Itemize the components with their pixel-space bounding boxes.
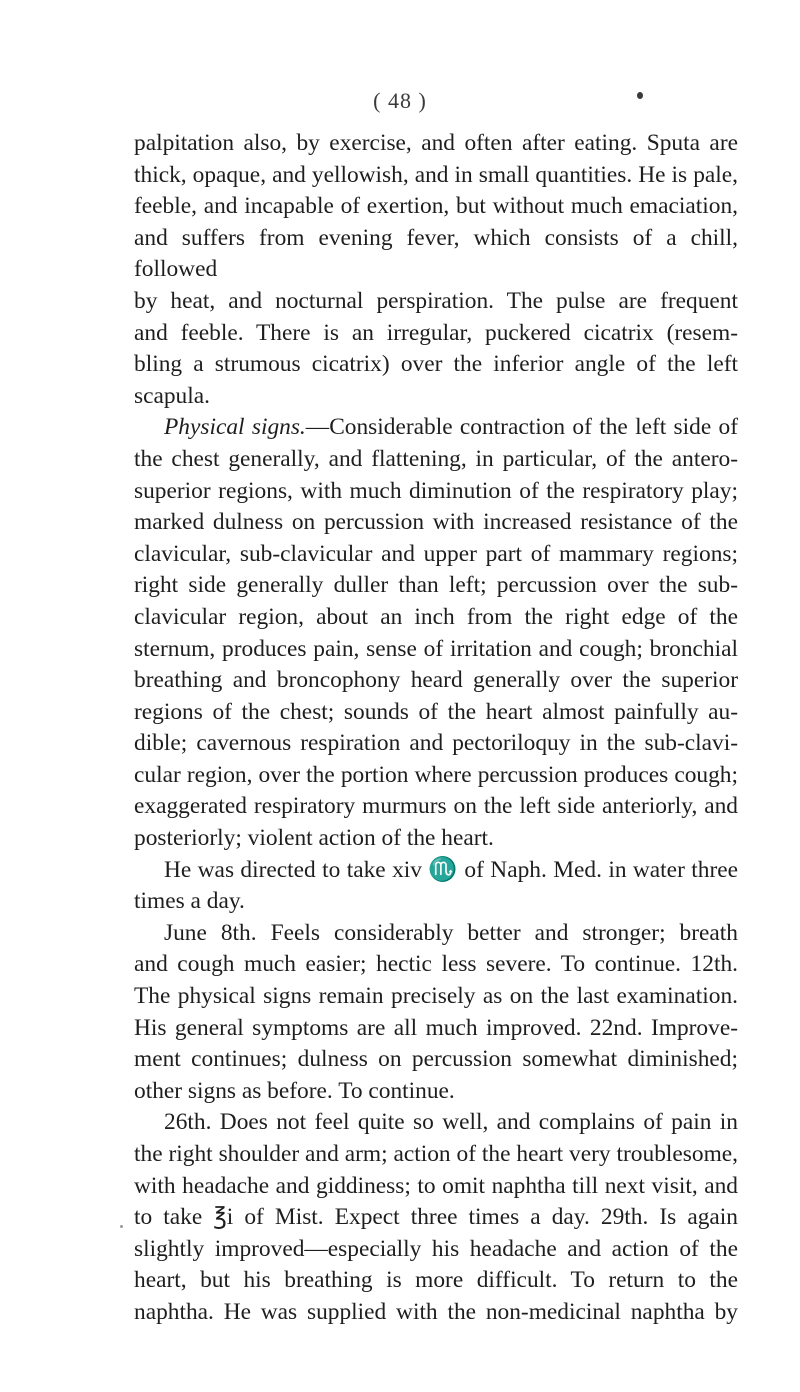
- text-line: other signs as before. To continue.: [134, 1077, 455, 1104]
- text-line: by heat, and nocturnal perspiration. The pulse are frequent: [134, 287, 738, 314]
- text-line: sternum, produces pain, sense of irritation and cough; bronchial: [134, 635, 738, 662]
- text-line: and suffers from evening fever, which consists of a chill, followed: [134, 224, 738, 283]
- text-line: His general symptoms are all much improved. 22nd. Improve-: [134, 1014, 738, 1041]
- ink-mark: [637, 92, 643, 99]
- text-line: thick, opaque, and yellowish, and in small quantities. He is pale,: [134, 161, 738, 188]
- text-line: He was directed to take xiv ♏ of Naph. Med. in water three: [164, 856, 738, 883]
- text-line: 26th. Does not feel quite so well, and complains of pain in: [164, 1109, 738, 1136]
- text-line: cular region, over the portion where percussion produces cough;: [134, 761, 738, 788]
- text-line: regions of the chest; sounds of the heart almost painfully au-: [134, 698, 738, 725]
- text-line: clavicular region, about an inch from the right edge of the: [134, 603, 738, 630]
- body-text: [134, 128, 738, 1329]
- text-line: ment continues; dulness on percussion somewhat diminished;: [134, 1046, 738, 1073]
- text-line: dible; cavernous respiration and pectoriloquy in the sub-clavi-: [134, 730, 738, 757]
- text-line: with headache and giddiness; to omit naphtha till next visit, and: [134, 1172, 738, 1199]
- text-line: clavicular, sub-clavicular and upper part of mammary regions;: [134, 540, 738, 567]
- text-line: right side generally duller than left; percussion over the sub-: [134, 572, 738, 599]
- paper-speck: [120, 1225, 123, 1228]
- text-line: naphtha. He was supplied with the non-medicinal naphtha by: [134, 1298, 738, 1325]
- text-line: and feeble. There is an irregular, puckered cicatrix (resem-: [134, 319, 738, 346]
- text-line: The physical signs remain precisely as on the last examination.: [134, 983, 738, 1010]
- text-line: superior regions, with much diminution of the respiratory play;: [134, 477, 738, 504]
- text-span: —Considerable contraction of the left side of: [305, 414, 739, 441]
- text-line: marked dulness on percussion with increased resistance of the: [134, 509, 738, 536]
- page-number: ( 48 ): [373, 88, 427, 113]
- text-line: the chest generally, and flattening, in particular, of the antero-: [134, 445, 738, 472]
- section-heading: Physical signs.: [164, 414, 306, 441]
- text-line: bling a strumous cicatrix) over the inferior angle of the left: [134, 351, 738, 378]
- text-line: heart, but his breathing is more difficult. To return to the: [134, 1267, 738, 1294]
- text-line: breathing and broncophony heard generally over the superior: [134, 667, 738, 694]
- text-line: palpitation also, by exercise, and often after eating. Sputa are: [134, 130, 738, 156]
- text-line: scapula.: [134, 382, 210, 409]
- text-line: slightly improved—especially his headache and action of the: [134, 1235, 738, 1262]
- text-line: times a day.: [134, 888, 245, 915]
- text-line: feeble, and incapable of exertion, but without much emaciation,: [134, 193, 738, 220]
- text-line: [134, 412, 738, 444]
- text-line: posteriorly; violent action of the heart.: [134, 825, 494, 852]
- text-line: the right shoulder and arm; action of the heart very troublesome,: [134, 1141, 738, 1167]
- text-line: to take ℥i of Mist. Expect three times a day. 29th. Is again: [134, 1204, 738, 1231]
- text-line: exaggerated respiratory murmurs on the left side anteriorly, and: [134, 793, 738, 820]
- text-line: and cough much easier; hectic less severe. To continue. 12th.: [134, 951, 738, 978]
- text-line: June 8th. Feels considerably better and stronger; breath: [164, 919, 738, 946]
